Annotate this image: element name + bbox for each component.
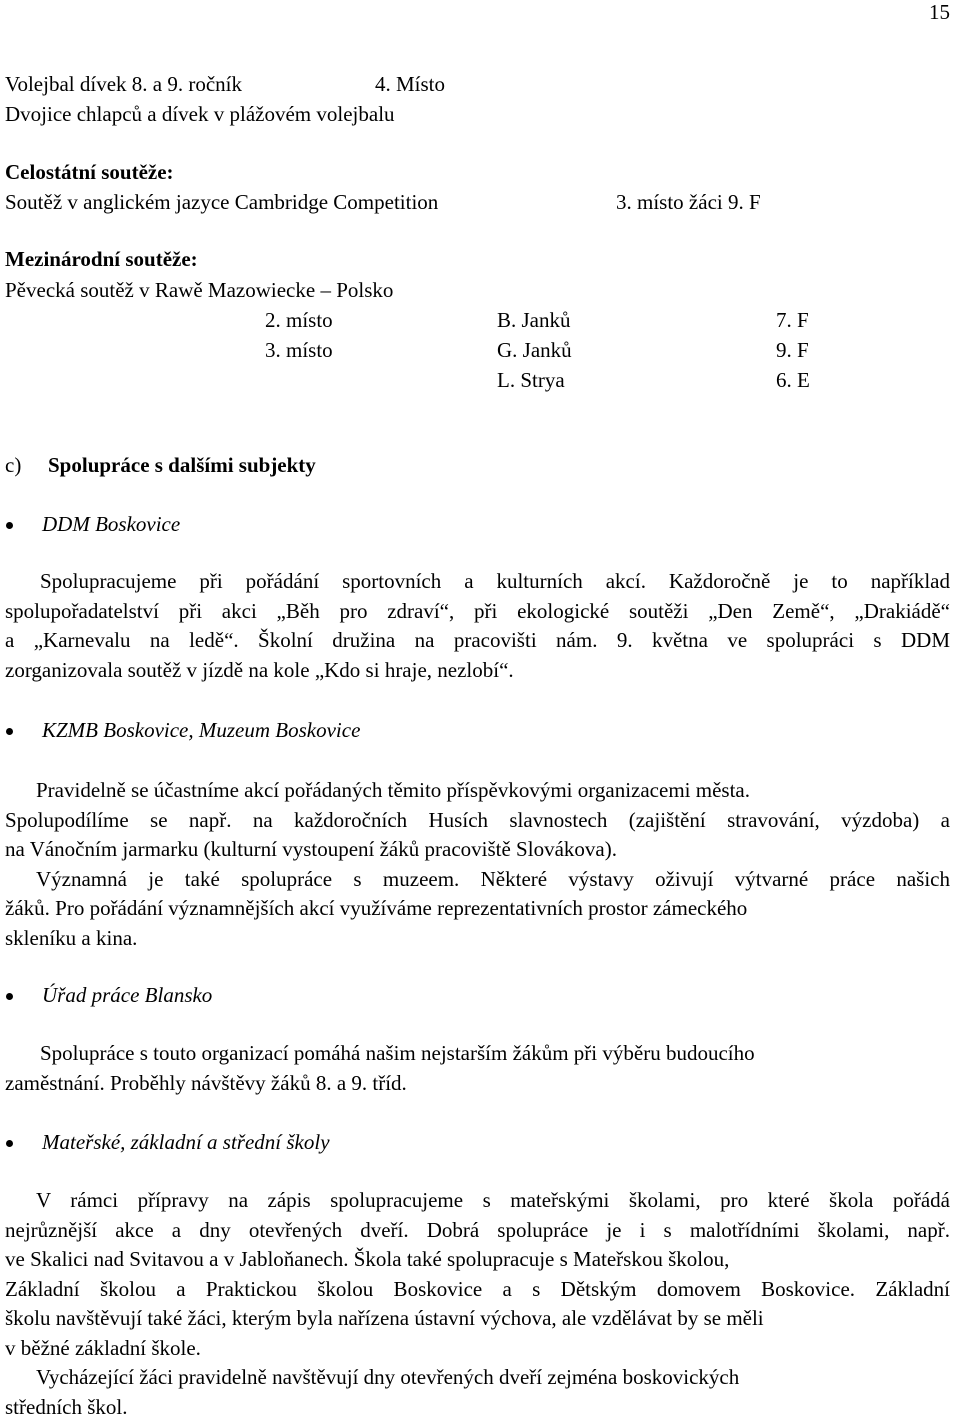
result-beach-volleyball: Dvojice chlapců a dívek v plážovém volejbalu — [5, 100, 395, 129]
bullet-icon — [6, 1140, 13, 1147]
national-result: 3. místo žáci 9. F — [616, 188, 761, 217]
urad-title: Úřad práce Blansko — [42, 981, 212, 1010]
text-line: ve Skalici nad Svitavou a v Jabloňanech. Škola také spolupracuje s Mateřskou školou, — [5, 1245, 950, 1275]
text-line: Významná je také spolupráce s muzeem. Některé výstavy oživují výtvarné práce našich — [5, 865, 950, 895]
result-name: G. Janků — [497, 336, 572, 365]
bullet-icon — [6, 522, 13, 529]
section-marker: c) — [5, 451, 21, 480]
text-line: žáků. Pro pořádání významnějších akcí využíváme reprezentativních prostor zámeckého — [5, 894, 950, 924]
urad-paragraph — [5, 1039, 950, 1098]
text-line: Spolupráce s touto organizací pomáhá našim nejstarším žákům při výběru budoucího — [5, 1039, 950, 1069]
international-item: Pěvecká soutěž v Rawě Mazowiecke – Polsko — [5, 276, 393, 305]
bullet-icon — [6, 993, 13, 1000]
text-line: Spolupodílíme se např. na každoročních Husích slavnostech (zajištění stravování, výzdoba) a — [5, 806, 950, 836]
section-title: Spolupráce s dalšími subjekty — [48, 451, 316, 480]
result-class: 6. E — [776, 366, 810, 395]
result-place: 2. místo — [265, 306, 333, 335]
text-line: Základní školou a Praktickou školou Boskovice a s Dětským domovem Boskovice. Základní — [5, 1275, 950, 1305]
text-line: na Vánočním jarmarku (kulturní vystoupení žáků pracoviště Slovákova). — [5, 835, 950, 865]
ddm-title: DDM Boskovice — [42, 510, 180, 539]
kzmb-title: KZMB Boskovice, Muzeum Boskovice — [42, 716, 360, 745]
text-line: zaměstnání. Proběhly návštěvy žáků 8. a 9. tříd. — [5, 1069, 950, 1099]
skoly-paragraph — [5, 1186, 950, 1422]
text-line: V rámci přípravy na zápis spolupracujeme s mateřskými školami, pro které škola pořádá — [5, 1186, 950, 1216]
text-line: zorganizovala soutěž v jízdě na kole „Kdo si hraje, nezlobí“. — [5, 656, 950, 686]
result-name: L. Strya — [497, 366, 565, 395]
page-number: 15 — [929, 0, 950, 27]
national-heading: Celostátní soutěže: — [5, 158, 174, 187]
ddm-paragraph — [5, 567, 950, 685]
text-line: Spolupracujeme při pořádání sportovních a kulturních akcí. Každoročně je to například — [5, 567, 950, 597]
result-place: 3. místo — [265, 336, 333, 365]
result-name: B. Janků — [497, 306, 571, 335]
international-heading: Mezinárodní soutěže: — [5, 245, 198, 274]
result-volleyball-girls: Volejbal dívek 8. a 9. ročník — [5, 70, 242, 99]
result-volleyball-girls-place: 4. Místo — [375, 70, 445, 99]
text-line: spolupořadatelství při akci „Běh pro zdraví“, při ekologické soutěži „Den Země“, „Drakiádě“ — [5, 597, 950, 627]
kzmb-paragraph — [5, 776, 950, 953]
text-line: a „Karnevalu na ledě“. Školní družina na pracovišti nám. 9. května ve spolupráci s DDM — [5, 626, 950, 656]
text-line: školu navštěvují také žáci, kterým byla nařízena ústavní výchova, ale vzdělávat by se měli — [5, 1304, 950, 1334]
text-line: skleníku a kina. — [5, 924, 950, 954]
result-class: 7. F — [776, 306, 809, 335]
text-line: Vycházející žáci pravidelně navštěvují dny otevřených dveří zejména boskovických — [5, 1363, 950, 1393]
text-line: v běžné základní škole. — [5, 1334, 950, 1364]
text-line: Pravidelně se účastníme akcí pořádaných těmito příspěvkovými organizacemi města. — [5, 776, 950, 806]
skoly-title: Mateřské, základní a střední školy — [42, 1128, 330, 1157]
result-class: 9. F — [776, 336, 809, 365]
bullet-icon — [6, 728, 13, 735]
national-item: Soutěž v anglickém jazyce Cambridge Competition — [5, 188, 438, 217]
text-line: středních škol. — [5, 1393, 950, 1422]
text-line: nejrůznější akce a dny otevřených dveří. Dobrá spolupráce je i s malotřídními školami, např. — [5, 1216, 950, 1246]
